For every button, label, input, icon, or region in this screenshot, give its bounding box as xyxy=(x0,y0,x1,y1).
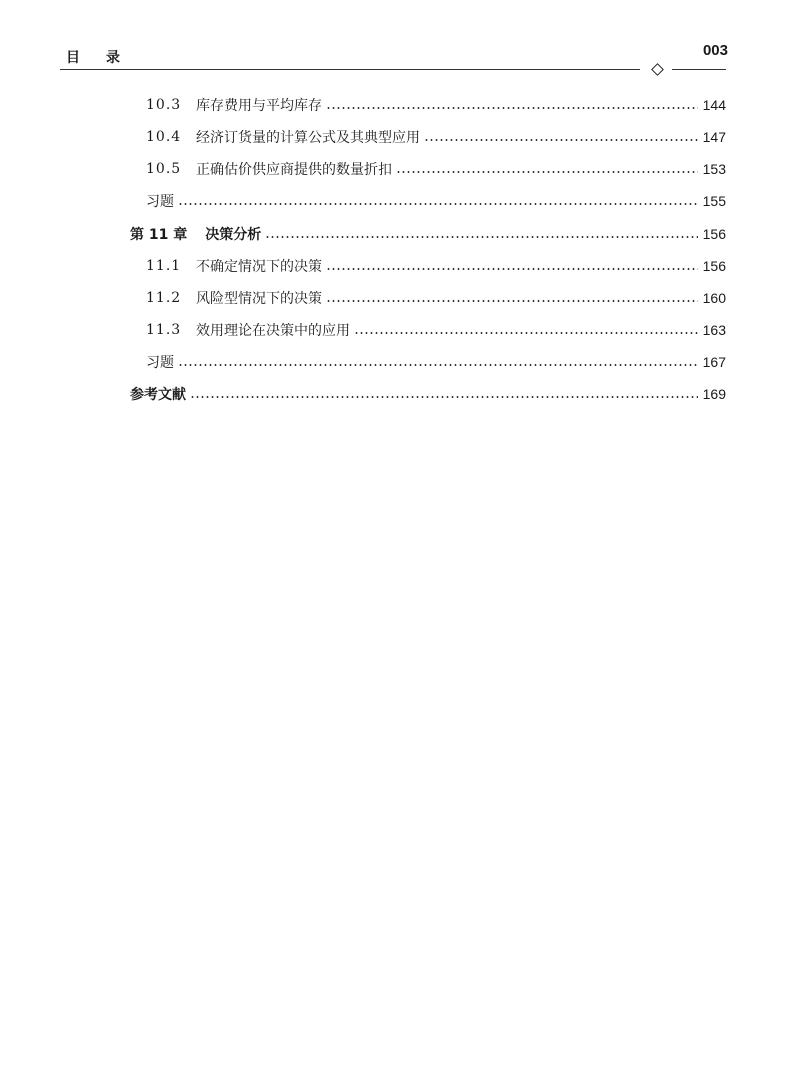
entry-page: 163 xyxy=(702,322,726,338)
entry-number: 11.3 xyxy=(146,322,182,338)
dot-leader xyxy=(265,236,698,238)
header-rule-left xyxy=(60,69,640,70)
toc-entry[interactable] xyxy=(146,318,726,342)
entry-page: 160 xyxy=(702,290,726,306)
entry-page: 169 xyxy=(702,386,726,402)
dot-leader xyxy=(396,171,698,173)
toc-chapter-entry[interactable] xyxy=(130,222,726,246)
dot-leader xyxy=(326,107,698,109)
entry-number: 11.1 xyxy=(146,258,182,274)
dot-leader xyxy=(190,396,698,398)
header-title: 目录 xyxy=(66,50,146,66)
entry-page: 155 xyxy=(702,193,726,209)
entry-page: 144 xyxy=(702,97,726,113)
reference-title: 参考文献 xyxy=(130,387,186,403)
entry-page: 156 xyxy=(702,226,726,242)
toc-entry[interactable] xyxy=(146,286,726,310)
dot-leader xyxy=(178,203,698,205)
entry-title: 习题 xyxy=(146,355,174,371)
entry-page: 153 xyxy=(702,161,726,177)
header-rule-right xyxy=(672,69,726,70)
entry-title: 不确定情况下的决策 xyxy=(196,259,322,275)
entry-number: 10.5 xyxy=(146,161,182,177)
toc-entry[interactable] xyxy=(146,189,726,213)
toc-reference-entry[interactable] xyxy=(130,382,726,406)
toc-entry[interactable] xyxy=(146,350,726,374)
dot-leader xyxy=(424,139,698,141)
diamond-ornament-icon xyxy=(651,63,664,76)
toc-entry[interactable] xyxy=(146,93,726,117)
toc-entry[interactable] xyxy=(146,125,726,149)
dot-leader xyxy=(354,332,698,334)
toc-entry[interactable] xyxy=(146,254,726,278)
entry-number: 10.4 xyxy=(146,129,182,145)
entry-title: 效用理论在决策中的应用 xyxy=(196,323,350,339)
toc-entry[interactable] xyxy=(146,157,726,181)
entry-title: 风险型情况下的决策 xyxy=(196,291,322,307)
entry-title: 经济订货量的计算公式及其典型应用 xyxy=(196,130,420,146)
entry-number: 10.3 xyxy=(146,97,182,113)
entry-page: 156 xyxy=(702,258,726,274)
dot-leader xyxy=(326,268,698,270)
entry-page: 147 xyxy=(702,129,726,145)
chapter-number: 第 11 章 xyxy=(130,227,188,243)
entry-page: 167 xyxy=(702,354,726,370)
dot-leader xyxy=(178,364,698,366)
entry-title: 正确估价供应商提供的数量折扣 xyxy=(196,162,392,178)
entry-number: 11.2 xyxy=(146,290,182,306)
dot-leader xyxy=(326,300,698,302)
page-number: 003 xyxy=(702,42,728,59)
entry-title: 习题 xyxy=(146,194,174,210)
chapter-title: 决策分析 xyxy=(205,227,262,243)
entry-title: 库存费用与平均库存 xyxy=(196,98,322,114)
